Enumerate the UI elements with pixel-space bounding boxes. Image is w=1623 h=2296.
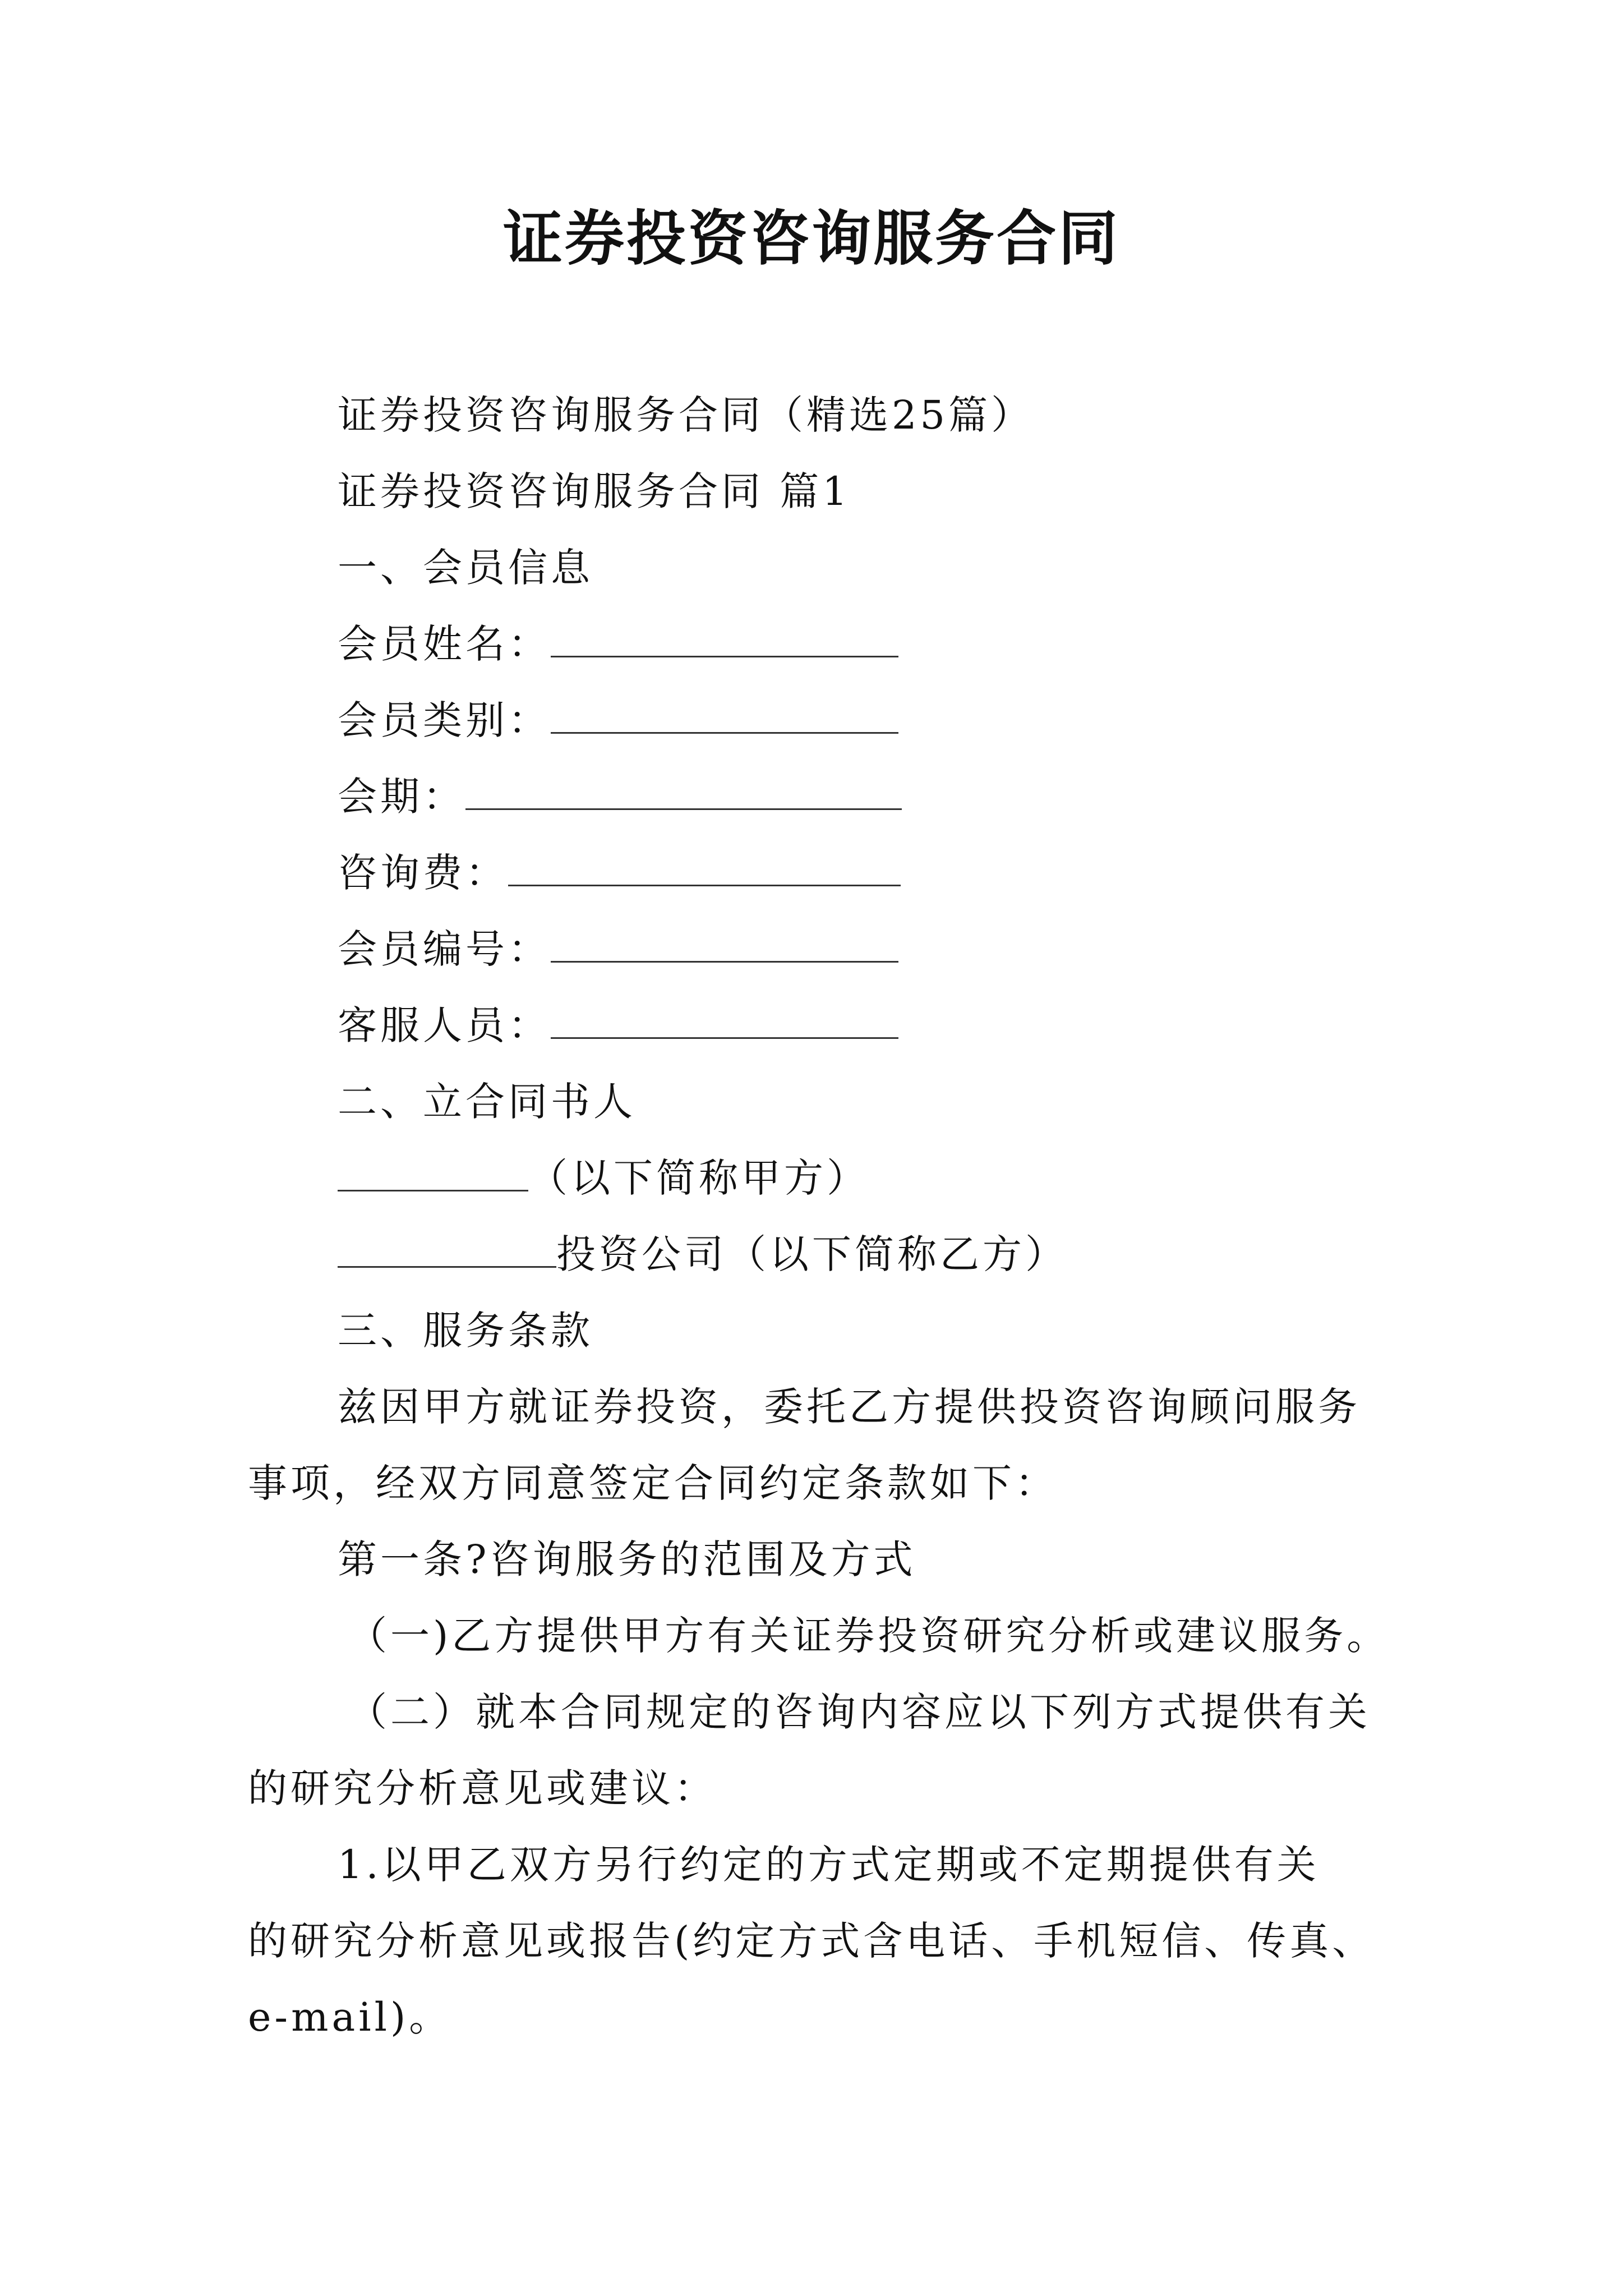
intro-paragraph-line: 事项，经双方同意签定合同约定条款如下： (248, 1460, 1058, 1506)
party-b-line (338, 1226, 1068, 1282)
field-label: 会员姓名： (338, 621, 551, 667)
clause-item: （一)乙方提供甲方有关证券投资研究分析或建议服务。 (348, 1613, 1390, 1659)
fill-in-blank (338, 1153, 528, 1191)
field-member-number (338, 921, 898, 977)
clause-point-line: e-mail)。 (248, 1994, 452, 2040)
field-label: 客服人员： (338, 1002, 551, 1048)
clause-item-line: （二）就本合同规定的咨询内容应以下列方式提供有关 (348, 1689, 1371, 1735)
fill-in-blank (551, 1000, 898, 1039)
field-label: 会期： (338, 774, 465, 820)
clause-point-line: 的研究分析意见或报告(约定方式含电话、手机短信、传真、 (248, 1918, 1375, 1964)
clause-item-line: 的研究分析意见或建议： (248, 1765, 717, 1811)
clause-point-line: 1.以甲乙双方另行约定的方式定期或不定期提供有关 (338, 1842, 1320, 1888)
part-heading: 证券投资咨询服务合同 篇1 (338, 468, 851, 514)
document-title: 证券投资咨询服务合同 (503, 203, 1120, 273)
fill-in-blank (551, 695, 898, 734)
subtitle: 证券投资咨询服务合同（精选25篇） (338, 392, 1034, 438)
fill-in-blank (465, 771, 902, 810)
field-member-category (338, 692, 898, 748)
fill-in-blank (338, 1229, 556, 1268)
section-heading-terms: 三、服务条款 (338, 1308, 593, 1354)
fill-in-blank (508, 848, 901, 886)
field-member-name (338, 616, 898, 672)
section-heading-parties: 二、立合同书人 (338, 1079, 636, 1125)
field-service-staff (338, 997, 898, 1053)
article-heading: 第一条?咨询服务的范围及方式 (338, 1536, 916, 1582)
field-label: 会员编号： (338, 926, 551, 972)
field-consulting-fee (338, 845, 901, 901)
fill-in-blank (551, 619, 898, 657)
party-a-line (338, 1150, 869, 1206)
intro-paragraph-line: 兹因甲方就证券投资，委托乙方提供投资咨询顾问服务 (338, 1384, 1361, 1430)
fill-in-blank (551, 924, 898, 963)
field-label: 会员类别： (338, 697, 551, 743)
party-b-label: 投资公司（以下简称乙方） (556, 1231, 1068, 1277)
party-a-label: （以下简称甲方） (528, 1155, 869, 1201)
section-heading-member-info: 一、会员信息 (338, 545, 593, 591)
field-period (338, 769, 902, 825)
field-label: 咨询费： (338, 850, 508, 896)
